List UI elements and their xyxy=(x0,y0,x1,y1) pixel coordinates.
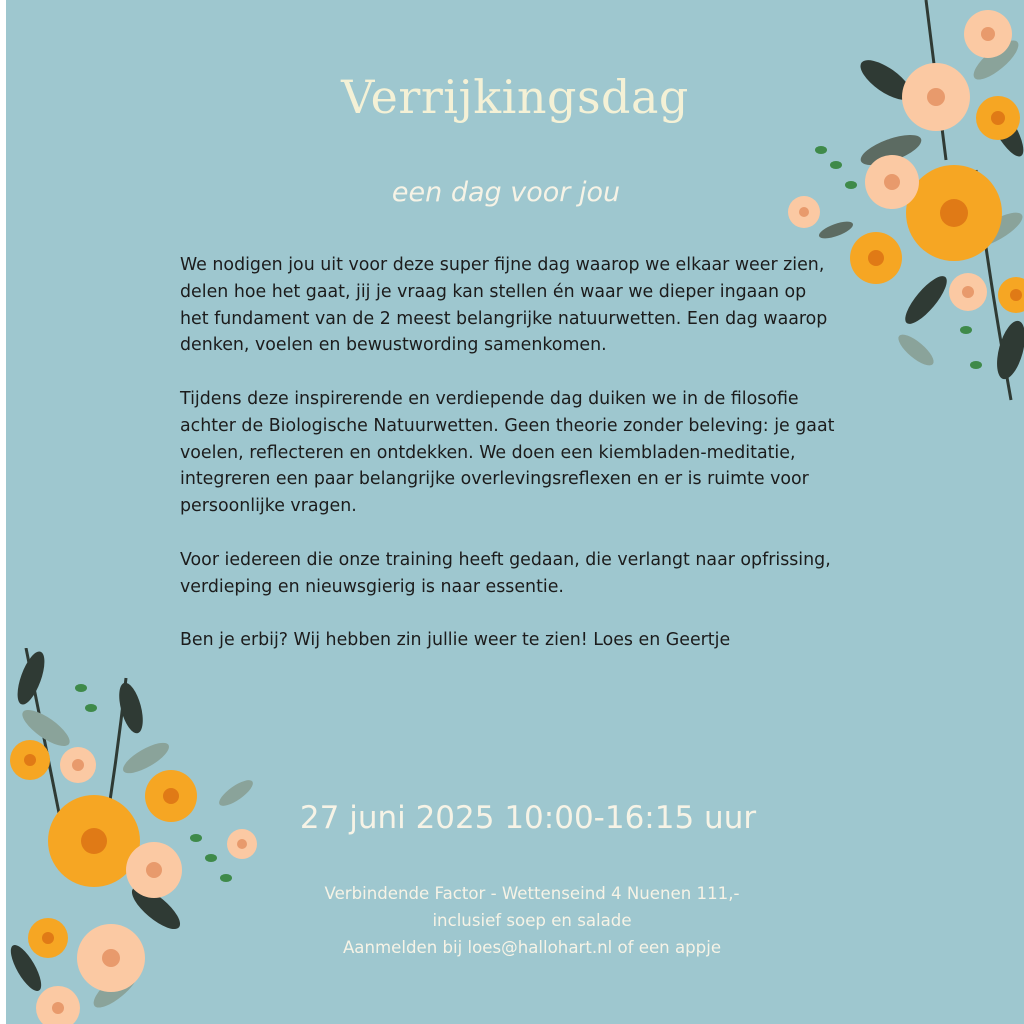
page-title: Verrijkingsdag xyxy=(341,70,689,124)
event-date-time: 27 juni 2025 10:00-16:15 uur xyxy=(299,800,757,836)
event-registration: Aanmelden bij loes@hallohart.nl of een appje xyxy=(342,938,722,957)
paragraph-closing: Ben je erbij? Wij hebben zin jullie weer te zien! Loes en Geertje xyxy=(180,630,731,651)
floral-corner-bottom-left xyxy=(6,648,266,1024)
event-inclusions: inclusief soep en salade xyxy=(432,911,632,930)
body-text xyxy=(180,252,840,681)
paragraph-program: Tijdens deze inspirerende en verdiepende dag duiken we in de filosofie achter de Biologische Natuurwetten. Geen theorie zonder beleving: je gaat voelen, reflecteren en ontdekken. We doen een kiembladen-meditatie, integreren een paar belangrijke overlevingsreflexen en er is ruimte voor persoonlijke vragen. xyxy=(180,388,835,517)
paragraph-invitation: We nodigen jou uit voor deze super fijne dag waarop we elkaar weer zien, delen hoe het gaat, jij je vraag kan stellen én waar we dieper ingaan op het fundament van de 2 meest belangrijke natuurwetten. Een dag waarop denken, voelen en bewustwording samenkomen. xyxy=(180,255,828,356)
subtitle: een dag voor jou xyxy=(391,177,621,208)
event-location: Verbindende Factor - Wettenseind 4 Nuenen 111,- xyxy=(324,884,740,903)
event-details xyxy=(6,880,1024,961)
invitation-card xyxy=(6,0,1024,1024)
paragraph-audience: Voor iedereen die onze training heeft gedaan, die verlangt naar opfrissing, verdieping en nieuwsgierig is naar essentie. xyxy=(180,549,831,597)
